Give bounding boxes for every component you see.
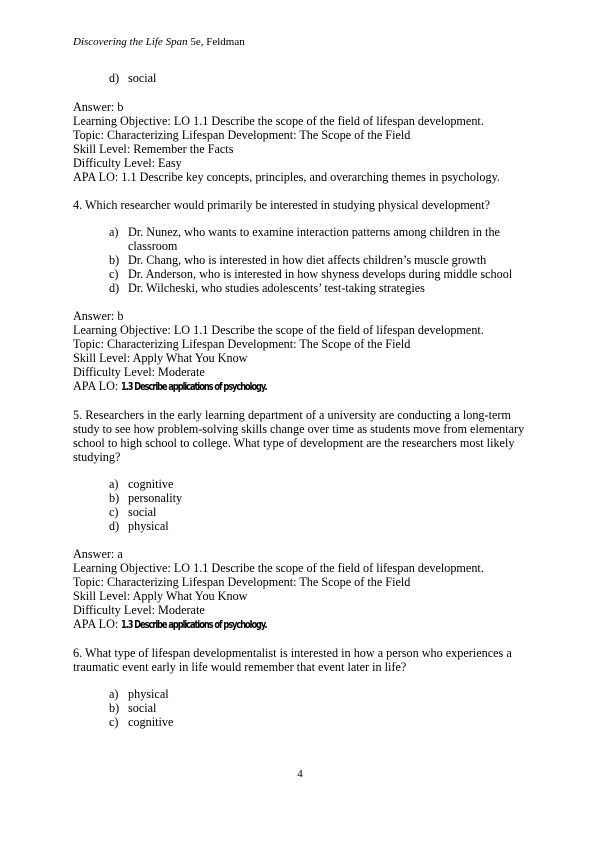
question-6-options	[73, 687, 533, 729]
running-header	[73, 36, 245, 49]
book-title: Discovering the Life Span	[73, 36, 188, 48]
option-text: Dr. Nunez, who wants to examine interaction patterns among children in the classroom	[128, 225, 500, 253]
option-a	[73, 225, 533, 253]
apa-label: APA LO:	[73, 617, 122, 631]
apa-text: 1.3 Describe applications of psychology.	[121, 619, 267, 631]
option-d	[73, 281, 533, 295]
answer: Answer: b	[73, 309, 124, 323]
question-4-options	[73, 225, 533, 295]
difficulty-level: Difficulty Level: Moderate	[73, 365, 205, 379]
option-c	[73, 267, 533, 281]
option-d	[73, 71, 533, 85]
option-text: social	[128, 505, 157, 519]
option-d	[73, 519, 533, 533]
difficulty-level: Difficulty Level: Moderate	[73, 603, 205, 617]
answer-block	[73, 100, 533, 184]
option-letter: c)	[109, 505, 119, 519]
page-number: 4	[297, 768, 303, 780]
answer-block	[73, 547, 533, 632]
apa-lo: APA LO: 1.1 Describe key concepts, principles, and overarching themes in psychology.	[73, 170, 500, 184]
option-letter: b)	[109, 701, 120, 715]
apa-text: 1.3 Describe applications of psychology.	[121, 381, 267, 393]
apa-lo	[73, 379, 533, 394]
option-letter: d)	[109, 281, 120, 295]
option-letter: c)	[109, 715, 119, 729]
option-text: personality	[128, 491, 183, 505]
option-text: Dr. Anderson, who is interested in how shyness develops during middle school	[128, 267, 513, 281]
option-letter: d)	[109, 71, 120, 85]
learning-objective: Learning Objective: LO 1.1 Describe the scope of the field of lifespan development.	[73, 323, 484, 337]
apa-label: APA LO:	[73, 379, 122, 393]
option-text: physical	[128, 519, 169, 533]
answer: Answer: a	[73, 547, 123, 561]
option-text: Dr. Wilcheski, who studies adolescents’ test-taking strategies	[128, 281, 425, 295]
question-4: 4. Which researcher would primarily be interested in studying physical development?	[73, 198, 491, 212]
option-text: Dr. Chang, who is interested in how diet affects children’s muscle growth	[128, 253, 487, 267]
page-content	[73, 71, 533, 729]
option-a	[73, 687, 533, 701]
option-text: cognitive	[128, 477, 174, 491]
option-b	[73, 701, 533, 715]
skill-level: Skill Level: Apply What You Know	[73, 589, 248, 603]
learning-objective: Learning Objective: LO 1.1 Describe the scope of the field of lifespan development.	[73, 114, 484, 128]
topic: Topic: Characterizing Lifespan Development: The Scope of the Field	[73, 337, 411, 351]
option-letter: d)	[109, 519, 120, 533]
option-letter: c)	[109, 267, 119, 281]
option-letter: b)	[109, 253, 120, 267]
option-text: social	[128, 71, 157, 85]
option-letter: a)	[109, 687, 119, 701]
skill-level: Skill Level: Apply What You Know	[73, 351, 248, 365]
topic: Topic: Characterizing Lifespan Development: The Scope of the Field	[73, 128, 411, 142]
option-b	[73, 253, 533, 267]
question-5: 5. Researchers in the early learning department of a university are conducting a long-term study to see how problem-solving skills change over time as students move from elementary school to high school to college. What type of development are the researchers most likely studying?	[73, 408, 525, 464]
option-text: physical	[128, 687, 169, 701]
option-c	[73, 715, 533, 729]
topic: Topic: Characterizing Lifespan Development: The Scope of the Field	[73, 575, 411, 589]
difficulty-level: Difficulty Level: Easy	[73, 156, 182, 170]
option-b	[73, 491, 533, 505]
option-text: social	[128, 701, 157, 715]
question-6: 6. What type of lifespan developmentalist is interested in how a person who experiences a traumatic event early in life would remember that event later in life?	[73, 646, 512, 674]
skill-level: Skill Level: Remember the Facts	[73, 142, 234, 156]
option-letter: a)	[109, 225, 119, 239]
answer: Answer: b	[73, 100, 124, 114]
edition-author: 5e, Feldman	[187, 36, 245, 48]
answer-block	[73, 309, 533, 394]
question-5-options	[73, 477, 533, 533]
option-letter: b)	[109, 491, 120, 505]
learning-objective: Learning Objective: LO 1.1 Describe the scope of the field of lifespan development.	[73, 561, 484, 575]
option-text: cognitive	[128, 715, 174, 729]
option-a	[73, 477, 533, 491]
apa-lo	[73, 617, 533, 632]
option-letter: a)	[109, 477, 119, 491]
option-c	[73, 505, 533, 519]
